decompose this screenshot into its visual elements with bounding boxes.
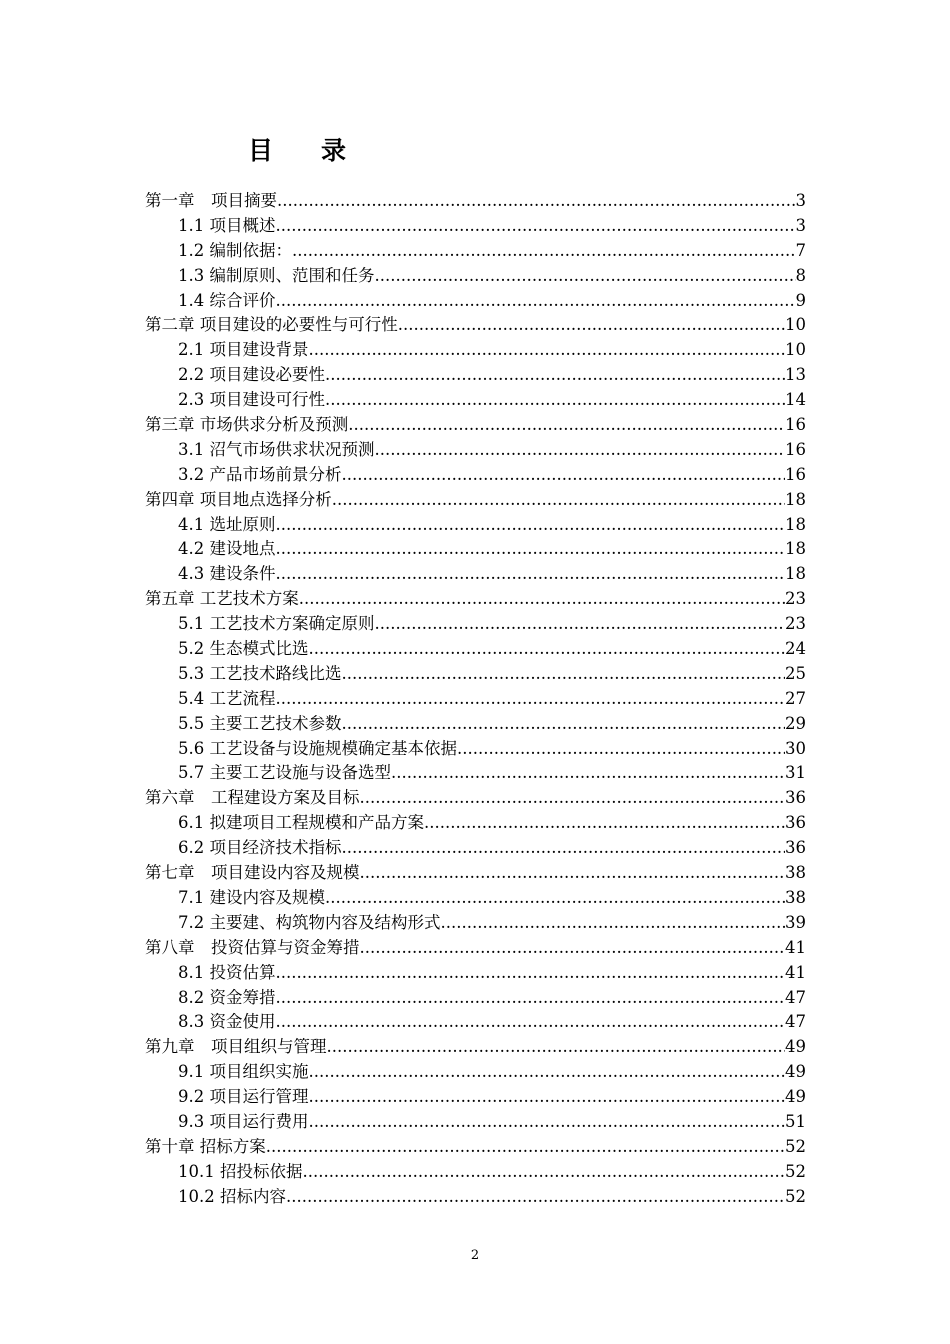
toc-entry-label: 1.1 项目概述 xyxy=(178,215,276,235)
toc-entry-page-number: 3 xyxy=(795,215,806,235)
toc-entry-label: 5.5 主要工艺技术参数 xyxy=(178,713,342,733)
toc-section-entry[interactable] xyxy=(145,513,806,538)
toc-dot-leader xyxy=(332,488,785,513)
toc-section-entry[interactable] xyxy=(145,338,806,363)
toc-entry-page-number: 8 xyxy=(795,265,806,285)
toc-entry-page-number: 16 xyxy=(785,464,806,484)
toc-entry-label: 1.2 编制依据： xyxy=(178,240,292,260)
toc-section-entry[interactable] xyxy=(145,214,806,239)
toc-entry-page-number: 52 xyxy=(785,1136,806,1156)
page-title xyxy=(248,134,346,168)
toc-dot-leader xyxy=(276,1010,786,1035)
toc-dot-leader xyxy=(276,289,796,314)
toc-entry-page-number: 7 xyxy=(795,240,806,260)
toc-entry-label: 7.1 建设内容及规模 xyxy=(178,887,325,907)
toc-dot-leader xyxy=(325,363,785,388)
toc-section-entry[interactable] xyxy=(145,1110,806,1135)
toc-entry-label: 4.1 选址原则 xyxy=(178,514,276,534)
toc-entry-label: 第十章 招标方案 xyxy=(145,1136,266,1156)
toc-section-entry[interactable] xyxy=(145,264,806,289)
toc-entry-label: 6.1 拟建项目工程规模和产品方案 xyxy=(178,813,424,833)
toc-section-entry[interactable] xyxy=(145,438,806,463)
toc-chapter-entry[interactable] xyxy=(145,936,806,961)
toc-section-entry[interactable] xyxy=(145,1185,806,1210)
toc-section-entry[interactable] xyxy=(145,961,806,986)
toc-chapter-entry[interactable] xyxy=(145,413,806,438)
toc-dot-leader xyxy=(309,1085,786,1110)
toc-dot-leader xyxy=(342,836,786,861)
toc-entry-label: 第七章 项目建设内容及规模 xyxy=(145,863,360,883)
toc-entry-label: 10.1 招投标依据 xyxy=(178,1161,303,1181)
toc-entry-page-number: 49 xyxy=(785,1037,806,1057)
toc-dot-leader xyxy=(299,587,785,612)
toc-dot-leader xyxy=(302,1160,785,1185)
toc-entry-label: 第二章 项目建设的必要性与可行性 xyxy=(145,315,398,335)
toc-section-entry[interactable] xyxy=(145,537,806,562)
toc-entry-label: 第九章 项目组织与管理 xyxy=(145,1037,327,1057)
toc-entry-label: 10.2 招标内容 xyxy=(178,1186,286,1206)
page-number: 2 xyxy=(470,1248,480,1263)
toc-entry-page-number: 31 xyxy=(785,763,806,783)
toc-chapter-entry[interactable] xyxy=(145,786,806,811)
toc-section-entry[interactable] xyxy=(145,1085,806,1110)
toc-entry-page-number: 18 xyxy=(785,489,806,509)
toc-dot-leader xyxy=(309,1060,786,1085)
toc-entry-page-number: 29 xyxy=(785,713,806,733)
toc-dot-leader xyxy=(276,537,786,562)
toc-section-entry[interactable] xyxy=(145,612,806,637)
toc-dot-leader xyxy=(360,936,786,961)
toc-dot-leader xyxy=(276,513,786,538)
toc-entry-label: 7.2 主要建、构筑物内容及结构形式 xyxy=(178,912,441,932)
toc-dot-leader xyxy=(286,1185,785,1210)
toc-dot-leader xyxy=(276,687,786,712)
toc-dot-leader xyxy=(424,811,785,836)
toc-section-entry[interactable] xyxy=(145,886,806,911)
toc-entry-label: 3.2 产品市场前景分析 xyxy=(178,464,342,484)
table-of-contents xyxy=(145,189,806,1210)
toc-section-entry[interactable] xyxy=(145,1060,806,1085)
toc-entry-page-number: 41 xyxy=(785,937,806,957)
toc-entry-label: 第六章 工程建设方案及目标 xyxy=(145,788,360,808)
toc-section-entry[interactable] xyxy=(145,239,806,264)
toc-entry-page-number: 38 xyxy=(785,863,806,883)
toc-entry-label: 5.4 工艺流程 xyxy=(178,688,276,708)
toc-section-entry[interactable] xyxy=(145,836,806,861)
title-char-2: 录 xyxy=(321,136,347,165)
toc-entry-label: 8.3 资金使用 xyxy=(178,1012,276,1032)
toc-dot-leader xyxy=(375,264,796,289)
toc-entry-label: 5.1 工艺技术方案确定原则 xyxy=(178,614,375,634)
toc-section-entry[interactable] xyxy=(145,463,806,488)
toc-section-entry[interactable] xyxy=(145,363,806,388)
toc-section-entry[interactable] xyxy=(145,811,806,836)
toc-entry-label: 2.1 项目建设背景 xyxy=(178,340,309,360)
toc-entry-page-number: 27 xyxy=(785,688,806,708)
toc-entry-label: 4.3 建设条件 xyxy=(178,564,276,584)
toc-dot-leader xyxy=(266,1135,785,1160)
toc-dot-leader xyxy=(276,986,786,1011)
toc-entry-page-number: 39 xyxy=(785,912,806,932)
toc-entry-page-number: 24 xyxy=(785,639,806,659)
toc-dot-leader xyxy=(325,886,785,911)
toc-entry-label: 4.2 建设地点 xyxy=(178,539,276,559)
toc-dot-leader xyxy=(276,961,786,986)
toc-dot-leader xyxy=(398,313,785,338)
toc-dot-leader xyxy=(277,189,796,214)
toc-section-entry[interactable] xyxy=(145,1160,806,1185)
toc-dot-leader xyxy=(309,637,786,662)
toc-entry-label: 第五章 工艺技术方案 xyxy=(145,589,299,609)
toc-section-entry[interactable] xyxy=(145,737,806,762)
toc-dot-leader xyxy=(309,338,786,363)
toc-chapter-entry[interactable] xyxy=(145,587,806,612)
toc-dot-leader xyxy=(342,712,786,737)
toc-entry-page-number: 41 xyxy=(785,962,806,982)
toc-entry-page-number: 47 xyxy=(785,1012,806,1032)
toc-dot-leader xyxy=(342,463,786,488)
toc-dot-leader xyxy=(309,1110,786,1135)
toc-entry-page-number: 30 xyxy=(785,738,806,758)
toc-dot-leader xyxy=(342,662,786,687)
toc-entry-page-number: 38 xyxy=(785,887,806,907)
toc-section-entry[interactable] xyxy=(145,388,806,413)
toc-dot-leader xyxy=(348,413,785,438)
toc-dot-leader xyxy=(441,911,786,936)
toc-dot-leader xyxy=(292,239,796,264)
toc-entry-page-number: 18 xyxy=(785,539,806,559)
toc-entry-label: 6.2 项目经济技术指标 xyxy=(178,838,342,858)
toc-chapter-entry[interactable] xyxy=(145,488,806,513)
toc-chapter-entry[interactable] xyxy=(145,1135,806,1160)
toc-entry-label: 9.1 项目组织实施 xyxy=(178,1062,309,1082)
toc-entry-page-number: 3 xyxy=(795,191,806,210)
toc-entry-page-number: 25 xyxy=(785,663,806,683)
toc-entry-label: 第三章 市场供求分析及预测 xyxy=(145,415,349,435)
toc-entry-page-number: 16 xyxy=(785,415,806,435)
title-char-1: 目 xyxy=(248,136,274,165)
toc-dot-leader xyxy=(360,861,786,886)
toc-section-entry[interactable] xyxy=(145,986,806,1011)
toc-entry-label: 1.4 综合评价 xyxy=(178,290,276,310)
toc-section-entry[interactable] xyxy=(145,637,806,662)
toc-dot-leader xyxy=(327,1035,786,1060)
toc-chapter-entry[interactable] xyxy=(145,313,806,338)
toc-entry-label: 8.1 投资估算 xyxy=(178,962,276,982)
toc-entry-page-number: 47 xyxy=(785,987,806,1007)
toc-entry-page-number: 36 xyxy=(785,788,806,808)
toc-entry-page-number: 23 xyxy=(785,614,806,634)
toc-dot-leader xyxy=(276,214,796,239)
toc-entry-page-number: 10 xyxy=(785,315,806,335)
toc-entry-label: 2.3 项目建设可行性 xyxy=(178,390,325,410)
toc-entry-page-number: 18 xyxy=(785,514,806,534)
toc-entry-page-number: 10 xyxy=(785,340,806,360)
toc-chapter-entry[interactable] xyxy=(145,861,806,886)
toc-entry-label: 第四章 项目地点选择分析 xyxy=(145,489,332,509)
toc-entry-page-number: 36 xyxy=(785,838,806,858)
toc-dot-leader xyxy=(276,562,786,587)
toc-entry-label: 2.2 项目建设必要性 xyxy=(178,365,325,385)
toc-entry-label: 9.2 项目运行管理 xyxy=(178,1087,309,1107)
toc-entry-page-number: 23 xyxy=(785,589,806,609)
toc-section-entry[interactable] xyxy=(145,761,806,786)
toc-entry-label: 5.6 工艺设备与设施规模确定基本依据 xyxy=(178,738,457,758)
toc-dot-leader xyxy=(375,438,786,463)
toc-dot-leader xyxy=(457,737,785,762)
toc-entry-label: 3.1 沼气市场供求状况预测 xyxy=(178,439,375,459)
toc-dot-leader xyxy=(391,761,785,786)
toc-entry-page-number: 49 xyxy=(785,1062,806,1082)
toc-section-entry[interactable] xyxy=(145,712,806,737)
toc-section-entry[interactable] xyxy=(145,911,806,936)
toc-chapter-entry[interactable] xyxy=(145,189,806,214)
toc-entry-label: 5.7 主要工艺设施与设备选型 xyxy=(178,763,391,783)
toc-entry-page-number: 18 xyxy=(785,564,806,584)
toc-entry-label: 第一章 项目摘要 xyxy=(145,191,277,210)
toc-entry-page-number: 52 xyxy=(785,1186,806,1206)
toc-section-entry[interactable] xyxy=(145,289,806,314)
toc-chapter-entry[interactable] xyxy=(145,1035,806,1060)
toc-section-entry[interactable] xyxy=(145,662,806,687)
toc-entry-label: 5.2 生态模式比选 xyxy=(178,639,309,659)
toc-section-entry[interactable] xyxy=(145,562,806,587)
toc-dot-leader xyxy=(325,388,785,413)
toc-dot-leader xyxy=(375,612,786,637)
toc-entry-page-number: 16 xyxy=(785,439,806,459)
toc-entry-page-number: 51 xyxy=(785,1111,806,1131)
toc-entry-page-number: 52 xyxy=(785,1161,806,1181)
toc-entry-label: 9.3 项目运行费用 xyxy=(178,1111,309,1131)
toc-entry-label: 8.2 资金筹措 xyxy=(178,987,276,1007)
toc-entry-page-number: 49 xyxy=(785,1087,806,1107)
toc-entry-page-number: 13 xyxy=(785,365,806,385)
toc-section-entry[interactable] xyxy=(145,687,806,712)
toc-dot-leader xyxy=(360,786,786,811)
toc-entry-page-number: 14 xyxy=(785,390,806,410)
toc-entry-label: 第八章 投资估算与资金筹措 xyxy=(145,937,360,957)
toc-entry-label: 1.3 编制原则、范围和任务 xyxy=(178,265,375,285)
toc-entry-label: 5.3 工艺技术路线比选 xyxy=(178,663,342,683)
toc-entry-page-number: 9 xyxy=(795,290,806,310)
toc-entry-page-number: 36 xyxy=(785,813,806,833)
toc-section-entry[interactable] xyxy=(145,1010,806,1035)
